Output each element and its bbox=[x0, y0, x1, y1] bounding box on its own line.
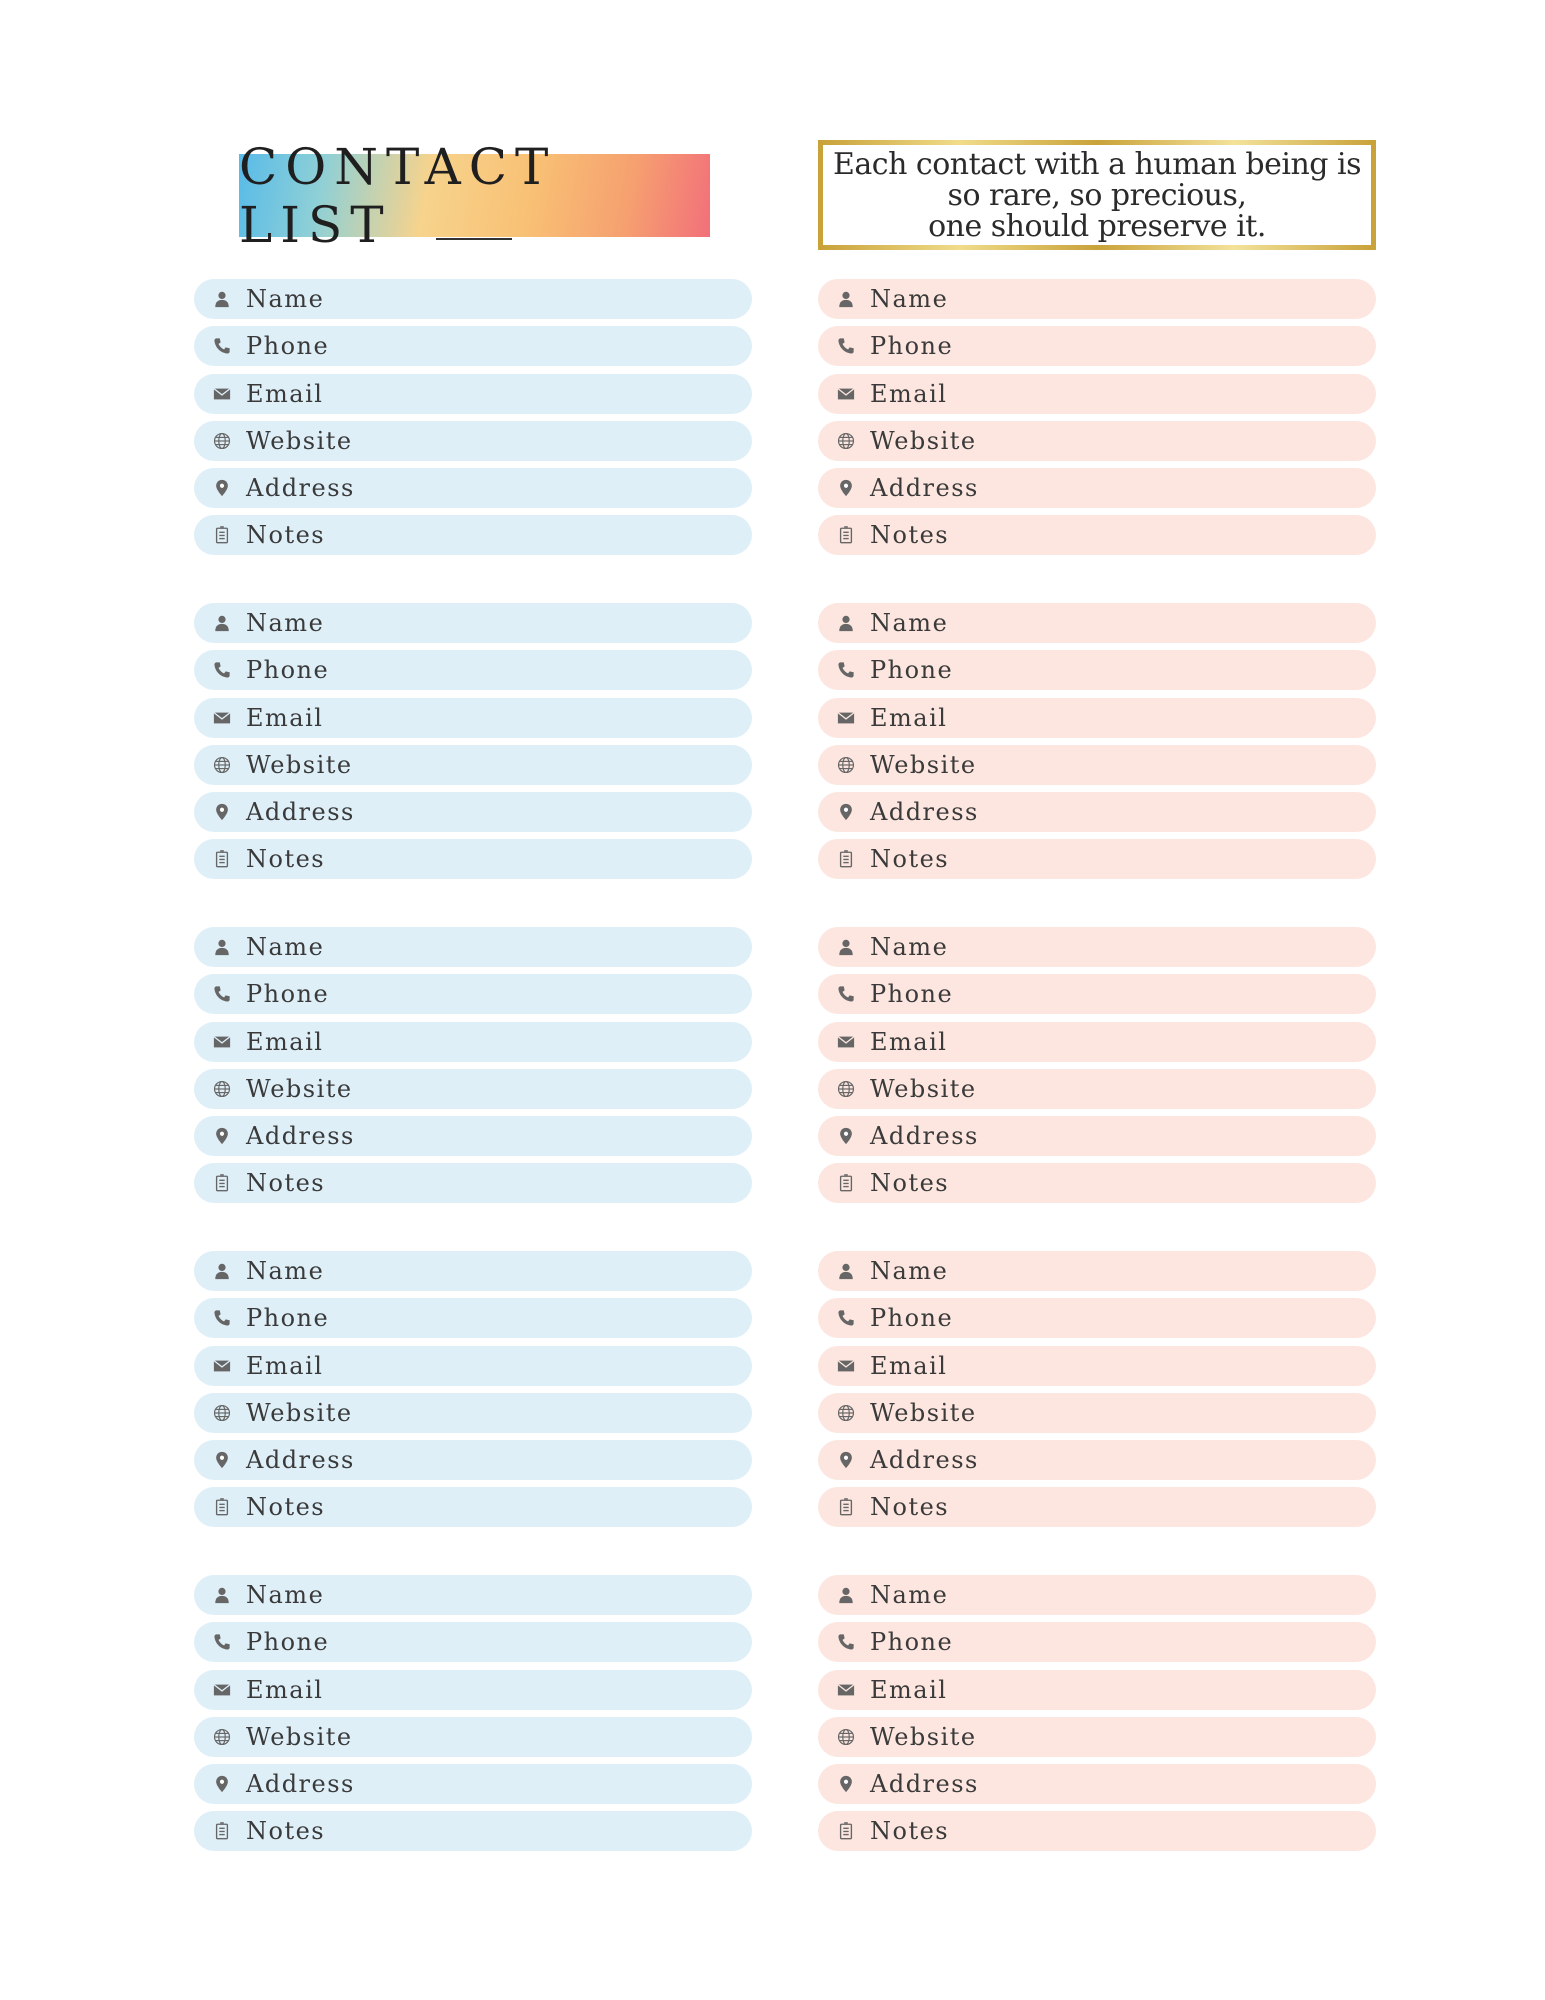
phone-label: Phone bbox=[246, 656, 330, 685]
notes-field[interactable] bbox=[818, 1163, 1376, 1203]
notepad-icon bbox=[836, 1173, 856, 1193]
address-field[interactable] bbox=[194, 468, 752, 508]
notes-label: Notes bbox=[870, 521, 950, 550]
contact-column-left bbox=[194, 279, 752, 1899]
website-field[interactable] bbox=[194, 1393, 752, 1433]
phone-label: Phone bbox=[870, 1628, 954, 1657]
map-pin-icon bbox=[212, 1126, 232, 1146]
contact-card bbox=[818, 1575, 1376, 1851]
address-label: Address bbox=[870, 1446, 979, 1475]
map-pin-icon bbox=[212, 478, 232, 498]
person-icon bbox=[212, 613, 232, 633]
website-label: Website bbox=[870, 426, 977, 455]
phone-label: Phone bbox=[246, 332, 330, 361]
phone-icon bbox=[212, 336, 232, 356]
address-field[interactable] bbox=[818, 792, 1376, 832]
name-label: Name bbox=[246, 285, 325, 313]
envelope-icon bbox=[836, 1680, 856, 1700]
website-label: Website bbox=[870, 750, 977, 779]
notes-label: Notes bbox=[246, 521, 326, 550]
email-label: Email bbox=[246, 703, 324, 732]
notepad-icon bbox=[836, 849, 856, 869]
envelope-icon bbox=[212, 384, 232, 404]
address-label: Address bbox=[870, 474, 979, 503]
notes-label: Notes bbox=[870, 1493, 950, 1522]
notes-field[interactable] bbox=[818, 1487, 1376, 1527]
globe-icon bbox=[836, 755, 856, 775]
contact-card bbox=[818, 279, 1376, 555]
person-icon bbox=[836, 289, 856, 309]
title-banner bbox=[239, 137, 710, 254]
name-label: Name bbox=[870, 1257, 949, 1285]
envelope-icon bbox=[212, 1032, 232, 1052]
map-pin-icon bbox=[836, 1126, 856, 1146]
phone-icon bbox=[212, 660, 232, 680]
website-field[interactable] bbox=[818, 1069, 1376, 1109]
envelope-icon bbox=[836, 708, 856, 728]
envelope-icon bbox=[836, 1356, 856, 1376]
name-field[interactable] bbox=[194, 1251, 752, 1291]
quote-line: Each contact with a human being is bbox=[832, 146, 1361, 182]
map-pin-icon bbox=[212, 1774, 232, 1794]
notes-label: Notes bbox=[870, 845, 950, 874]
notes-label: Notes bbox=[870, 1817, 950, 1846]
name-field[interactable] bbox=[194, 603, 752, 643]
quote-line: one should preserve it. bbox=[928, 208, 1266, 244]
name-field[interactable] bbox=[194, 1575, 752, 1615]
address-label: Address bbox=[870, 798, 979, 827]
phone-field[interactable] bbox=[818, 326, 1376, 366]
email-field[interactable] bbox=[818, 698, 1376, 738]
website-field[interactable] bbox=[818, 421, 1376, 461]
envelope-icon bbox=[836, 384, 856, 404]
address-label: Address bbox=[246, 1446, 355, 1475]
notepad-icon bbox=[212, 849, 232, 869]
phone-field[interactable] bbox=[818, 974, 1376, 1014]
name-field[interactable] bbox=[818, 279, 1376, 319]
name-field[interactable] bbox=[194, 927, 752, 967]
website-field[interactable] bbox=[194, 1717, 752, 1757]
globe-icon bbox=[212, 1079, 232, 1099]
notes-field[interactable] bbox=[194, 1487, 752, 1527]
person-icon bbox=[836, 1585, 856, 1605]
contact-card bbox=[818, 1251, 1376, 1527]
address-label: Address bbox=[246, 798, 355, 827]
website-field[interactable] bbox=[818, 1393, 1376, 1433]
email-label: Email bbox=[870, 703, 948, 732]
notepad-icon bbox=[836, 525, 856, 545]
email-field[interactable] bbox=[818, 1346, 1376, 1386]
phone-field[interactable] bbox=[194, 326, 752, 366]
phone-label: Phone bbox=[246, 1304, 330, 1333]
website-field[interactable] bbox=[818, 1717, 1376, 1757]
phone-icon bbox=[212, 1632, 232, 1652]
globe-icon bbox=[212, 1403, 232, 1423]
notes-field[interactable] bbox=[194, 515, 752, 555]
globe-icon bbox=[212, 431, 232, 451]
notes-field[interactable] bbox=[818, 1811, 1376, 1851]
contact-card bbox=[194, 279, 752, 555]
phone-field[interactable] bbox=[818, 1298, 1376, 1338]
website-field[interactable] bbox=[818, 745, 1376, 785]
contact-column-right bbox=[818, 279, 1376, 1899]
phone-label: Phone bbox=[870, 332, 954, 361]
title-underline bbox=[436, 238, 512, 240]
address-label: Address bbox=[870, 1122, 979, 1151]
envelope-icon bbox=[836, 1032, 856, 1052]
phone-field[interactable] bbox=[818, 650, 1376, 690]
contact-card bbox=[194, 1575, 752, 1851]
name-field[interactable] bbox=[818, 1251, 1376, 1291]
globe-icon bbox=[836, 1727, 856, 1747]
address-field[interactable] bbox=[818, 1764, 1376, 1804]
email-label: Email bbox=[870, 1027, 948, 1056]
address-field[interactable] bbox=[818, 1440, 1376, 1480]
envelope-icon bbox=[212, 708, 232, 728]
map-pin-icon bbox=[836, 478, 856, 498]
email-label: Email bbox=[246, 1351, 324, 1380]
address-field[interactable] bbox=[194, 792, 752, 832]
phone-label: Phone bbox=[246, 1628, 330, 1657]
website-label: Website bbox=[246, 1398, 353, 1427]
notepad-icon bbox=[212, 1497, 232, 1517]
phone-icon bbox=[836, 984, 856, 1004]
notes-field[interactable] bbox=[818, 515, 1376, 555]
address-field[interactable] bbox=[818, 1116, 1376, 1156]
envelope-icon bbox=[212, 1680, 232, 1700]
name-field[interactable] bbox=[818, 927, 1376, 967]
website-label: Website bbox=[246, 1722, 353, 1751]
website-label: Website bbox=[246, 426, 353, 455]
name-label: Name bbox=[870, 1581, 949, 1609]
phone-label: Phone bbox=[870, 1304, 954, 1333]
phone-icon bbox=[836, 1308, 856, 1328]
phone-field[interactable] bbox=[194, 650, 752, 690]
notes-label: Notes bbox=[246, 1493, 326, 1522]
map-pin-icon bbox=[836, 1450, 856, 1470]
email-field[interactable] bbox=[194, 374, 752, 414]
notes-field[interactable] bbox=[194, 839, 752, 879]
email-field[interactable] bbox=[194, 1346, 752, 1386]
name-field[interactable] bbox=[194, 279, 752, 319]
email-field[interactable] bbox=[818, 374, 1376, 414]
notepad-icon bbox=[836, 1497, 856, 1517]
email-label: Email bbox=[246, 1675, 324, 1704]
phone-icon bbox=[836, 336, 856, 356]
person-icon bbox=[212, 1261, 232, 1281]
name-label: Name bbox=[870, 933, 949, 961]
contact-card bbox=[818, 603, 1376, 879]
phone-field[interactable] bbox=[194, 1622, 752, 1662]
name-field[interactable] bbox=[818, 1575, 1376, 1615]
website-field[interactable] bbox=[194, 421, 752, 461]
name-field[interactable] bbox=[818, 603, 1376, 643]
phone-icon bbox=[212, 984, 232, 1004]
phone-label: Phone bbox=[246, 980, 330, 1009]
address-field[interactable] bbox=[194, 1440, 752, 1480]
notes-field[interactable] bbox=[194, 1811, 752, 1851]
globe-icon bbox=[212, 1727, 232, 1747]
address-field[interactable] bbox=[194, 1116, 752, 1156]
map-pin-icon bbox=[212, 1450, 232, 1470]
email-label: Email bbox=[246, 1027, 324, 1056]
notepad-icon bbox=[212, 1821, 232, 1841]
website-label: Website bbox=[246, 750, 353, 779]
address-label: Address bbox=[246, 474, 355, 503]
notes-field[interactable] bbox=[194, 1163, 752, 1203]
email-field[interactable] bbox=[194, 1022, 752, 1062]
page-title: CONTACT LIST bbox=[239, 137, 557, 254]
address-field[interactable] bbox=[818, 468, 1376, 508]
address-label: Address bbox=[246, 1122, 355, 1151]
phone-icon bbox=[836, 660, 856, 680]
map-pin-icon bbox=[212, 802, 232, 822]
website-field[interactable] bbox=[194, 745, 752, 785]
notes-label: Notes bbox=[246, 845, 326, 874]
notepad-icon bbox=[212, 1173, 232, 1193]
contact-card bbox=[194, 1251, 752, 1527]
map-pin-icon bbox=[836, 1774, 856, 1794]
email-field[interactable] bbox=[818, 1022, 1376, 1062]
address-label: Address bbox=[246, 1770, 355, 1799]
phone-field[interactable] bbox=[818, 1622, 1376, 1662]
globe-icon bbox=[836, 431, 856, 451]
website-label: Website bbox=[870, 1722, 977, 1751]
notes-label: Notes bbox=[246, 1169, 326, 1198]
name-label: Name bbox=[870, 285, 949, 313]
address-field[interactable] bbox=[194, 1764, 752, 1804]
name-label: Name bbox=[246, 1581, 325, 1609]
person-icon bbox=[836, 613, 856, 633]
person-icon bbox=[836, 1261, 856, 1281]
email-label: Email bbox=[870, 379, 948, 408]
email-field[interactable] bbox=[194, 698, 752, 738]
notes-label: Notes bbox=[870, 1169, 950, 1198]
address-label: Address bbox=[870, 1770, 979, 1799]
globe-icon bbox=[836, 1079, 856, 1099]
person-icon bbox=[212, 1585, 232, 1605]
contact-card bbox=[194, 603, 752, 879]
website-field[interactable] bbox=[194, 1069, 752, 1109]
website-label: Website bbox=[246, 1074, 353, 1103]
name-label: Name bbox=[870, 609, 949, 637]
phone-field[interactable] bbox=[194, 1298, 752, 1338]
notes-label: Notes bbox=[246, 1817, 326, 1846]
notepad-icon bbox=[212, 525, 232, 545]
email-label: Email bbox=[246, 379, 324, 408]
email-label: Email bbox=[870, 1351, 948, 1380]
notepad-icon bbox=[836, 1821, 856, 1841]
website-label: Website bbox=[870, 1074, 977, 1103]
name-label: Name bbox=[246, 933, 325, 961]
quote-line: so rare, so precious, bbox=[947, 177, 1247, 213]
phone-label: Phone bbox=[870, 980, 954, 1009]
phone-icon bbox=[836, 1632, 856, 1652]
name-label: Name bbox=[246, 609, 325, 637]
email-label: Email bbox=[870, 1675, 948, 1704]
globe-icon bbox=[212, 755, 232, 775]
quote-box bbox=[818, 140, 1376, 250]
map-pin-icon bbox=[836, 802, 856, 822]
email-field[interactable] bbox=[194, 1670, 752, 1710]
name-label: Name bbox=[246, 1257, 325, 1285]
envelope-icon bbox=[212, 1356, 232, 1376]
email-field[interactable] bbox=[818, 1670, 1376, 1710]
contact-card bbox=[818, 927, 1376, 1203]
contact-card bbox=[194, 927, 752, 1203]
person-icon bbox=[212, 289, 232, 309]
phone-label: Phone bbox=[870, 656, 954, 685]
notes-field[interactable] bbox=[818, 839, 1376, 879]
phone-icon bbox=[212, 1308, 232, 1328]
website-label: Website bbox=[870, 1398, 977, 1427]
person-icon bbox=[212, 937, 232, 957]
quote-text bbox=[832, 146, 1361, 244]
phone-field[interactable] bbox=[194, 974, 752, 1014]
person-icon bbox=[836, 937, 856, 957]
globe-icon bbox=[836, 1403, 856, 1423]
